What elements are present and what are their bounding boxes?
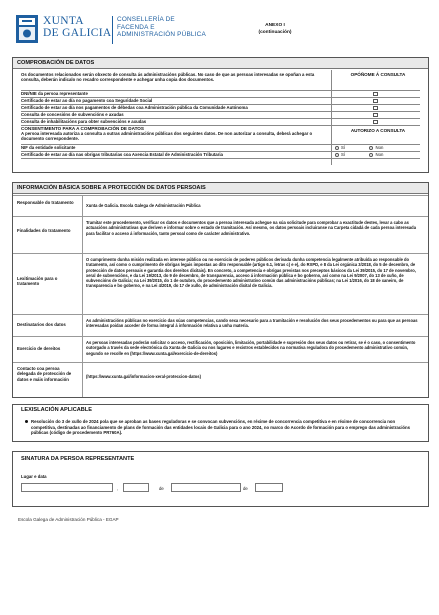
protection-label: Exercicio de dereitos — [17, 346, 61, 351]
oppose-item-1: Certificado de estar ao día no pagamento coa Seguridade Social — [21, 98, 153, 103]
day-field[interactable] — [123, 483, 149, 492]
yes-radio-1[interactable] — [335, 153, 339, 157]
protection-text: Tramitar este procedemento, verificar os datos e documentos que a persoa interesada achegue na súa solicitude para comprobar a exactitude destes, levar a cabo as actuacións administrativas que deriven e informar sobre o estado de tramitación. Así mesmo, os datos persoais incluiranse na Carpeta cidadá de cada persoa interesada para facilitar o acceso á información, tanto persoal como de carácter administrativo. — [86, 220, 416, 236]
xunta-shield-logo — [15, 14, 39, 44]
brand-name — [43, 15, 111, 39]
protection-text: As administracións públicas no exercicio das súas competencias, cando sexa necesario para a tramitación e resolución dos seus procedementos ou para que as persoas interesadas poidan acceder de forma integral á información relativa a unha materia. — [86, 318, 418, 329]
annex-heading — [225, 22, 325, 36]
annex-subtitle: (continuación) — [258, 30, 292, 35]
consent-text: A persoa interesada autoriza a consulta a outras administracións públicas dos seguintes datos. De non autorizar a consulta, deberá achegar o documento correspondente. — [21, 131, 313, 142]
no-label: Non — [375, 145, 384, 150]
verification-intro: Os documentos relacionados serán obxecto de consulta ás administracións públicas. No caso de que as persoas interesadas se opoñan a esta consulta, deberán indicalo no recadro correspondente e achegar unha copia dos documentos. — [21, 72, 315, 83]
protection-link[interactable]: (https://www.xunta.gal/informacion-xeral-proteccion-datos) — [86, 374, 201, 379]
protection-row — [13, 336, 428, 362]
consent-options-1 — [335, 152, 415, 157]
data-protection-section — [12, 182, 429, 398]
document-header — [15, 12, 425, 52]
section-title: COMPROBACIÓN DE DATOS — [13, 58, 428, 69]
protection-text: Xunta de Galicia. Escola Galega de Administración Pública — [86, 203, 201, 208]
footer-text: Escola Galega de Administración Pública - EGAP — [18, 517, 119, 522]
yes-label: Sí — [341, 152, 346, 157]
oppose-item-3: Consulta de concesións de subvencións e axudas — [21, 112, 124, 117]
place-field[interactable] — [21, 483, 113, 492]
brand-line-2: DE GALICIA — [43, 27, 112, 39]
protection-text: As persoas interesadas poderán solicitar o acceso, rectificación, oposición, limitación, portabilidade e supresión dos seus datos ou retirar, se é o caso, o consentimento outorgado a través da sede electrónica da Xunta de Galicia ou nos lugares e rexistros establecidos na normativa reguladora do procedemento administrativo común, segundo se recolle en (https://www.xunta.gal/exercicio-de-dereitos) — [86, 340, 416, 356]
place-date-label: Lugar e data — [21, 474, 47, 479]
protection-row — [13, 216, 428, 253]
protection-row — [13, 253, 428, 314]
dept-line-3: ADMINISTRACIÓN PÚBLICA — [117, 31, 206, 39]
protection-row — [13, 195, 428, 216]
no-label: Non — [375, 152, 384, 157]
comma-separator: , — [117, 486, 119, 491]
signature-section — [12, 451, 429, 507]
protection-label: Responsable do tratamento — [17, 200, 74, 205]
department-name — [117, 16, 206, 39]
oppose-checkbox-3[interactable] — [373, 113, 378, 118]
oppose-checkbox-0[interactable] — [373, 92, 378, 97]
section-title: INFORMACIÓN BÁSICA SOBRE A PROTECCIÓN DE DATOS PERSOAIS — [13, 183, 428, 194]
oppose-checkbox-4[interactable] — [373, 120, 378, 125]
oppose-header: OPÓÑOME Á CONSULTA — [350, 72, 406, 77]
protection-label: Finalidades do tratamento — [17, 228, 71, 233]
consent-title: CONSENTIMENTO PARA A COMPROBACIÓN DE DATOS — [21, 126, 144, 131]
data-verification-section — [12, 57, 429, 173]
oppose-checkbox-2[interactable] — [373, 106, 378, 111]
oppose-item-0: DNI/NIE da persoa representante — [21, 91, 88, 96]
oppose-item-4: Consulta de inhabilitacións para obter subvencións e axudas — [21, 119, 147, 124]
bullet-icon — [25, 420, 28, 423]
legislation-text: Resolución do 3 de xullo de 2024 pola que se aproban as bases reguladoras e se convocan subvencións, en réxime de concorrencia competitiva e en réxime de concorrencia non competitiva, destinadas ao financiamento de plans de formación das entidades locais de Galicia para o ano 2024, no marco do Acordo de formación para o emprego das administracións públicas (código de procedemento PR760A). — [31, 419, 411, 435]
oppose-checkbox-1[interactable] — [373, 99, 378, 104]
de-word: de — [159, 486, 164, 491]
month-field[interactable] — [171, 483, 241, 492]
protection-row — [13, 314, 428, 336]
authorize-header: AUTORIZO A CONSULTA — [350, 128, 406, 133]
no-radio-0[interactable] — [369, 146, 373, 150]
yes-radio-0[interactable] — [335, 146, 339, 150]
consent-options-0 — [335, 145, 415, 150]
brand-line-1: XUNTA — [43, 15, 84, 27]
annex-title: ANEXO I — [265, 23, 285, 28]
protection-label: Destinatarios dos datos — [17, 322, 66, 327]
consent-item-0: NIF da entidade solicitante — [21, 145, 76, 150]
de-word: de — [243, 486, 248, 491]
yes-label: Sí — [341, 145, 346, 150]
year-field[interactable] — [255, 483, 283, 492]
row-divider — [21, 158, 420, 159]
brand-divider — [112, 16, 113, 44]
dept-line-1: CONSELLERÍA DE — [117, 16, 175, 23]
consent-item-1: Certificado de estar ao día nas obrigas tributarias coa Axencia Estatal de Administración Tributaria — [21, 152, 223, 157]
legislation-section — [12, 404, 429, 442]
oppose-item-2: Certificado de estar ao día nos pagamentos de débedas coa Administración pública da Comunidade Autónoma — [21, 105, 248, 110]
protection-text: O cumprimento dunha misión realizada en interese público ou no exercicio de poderes públicos derivada dunha competencia legalmente atribuída ao responsable do tratamento, así como o cumprimento de obrigas legais impostas ao dito responsable (artigo 6.1, letras c) e e), do RXPD, e 8 da Lei orgánica 3/2018, do 5 de decembro, de protección de datos persoais e garantía dos dereitos dixitais). En concreto, a competencia e obrigas previstas nos preceptos básicos da Lei 39/2015, do 17 de novembro, xeral de subvencións, e da Lei 19/2013, do 9 de decembro, de transparencia, acceso á información pública e bo goberno, así como na Lei 9/2007, do 13 de xuño, de subvencións de Galicia; na Lei 39/2015, do 1 de outubro, do procedemento administrativo común das administracións públicas; na Lei 1/2016, do 18 de xaneiro, de transparencia e bo goberno, e na Lei 4/2019, do 17 de xullo, de administración dixital de Galicia. — [86, 257, 416, 289]
no-radio-1[interactable] — [369, 153, 373, 157]
section-title: LEXISLACIÓN APLICABLE — [13, 405, 428, 415]
protection-label: Contacto coa persoa delegada de protección de datos e máis información — [17, 366, 72, 382]
section-title: SINATURA DA PERSOA REPRESENTANTE — [13, 452, 428, 464]
protection-row — [13, 362, 428, 399]
dept-line-2: FACENDA E — [117, 23, 155, 31]
protection-label: Lexitimación para o tratamento — [17, 276, 58, 287]
